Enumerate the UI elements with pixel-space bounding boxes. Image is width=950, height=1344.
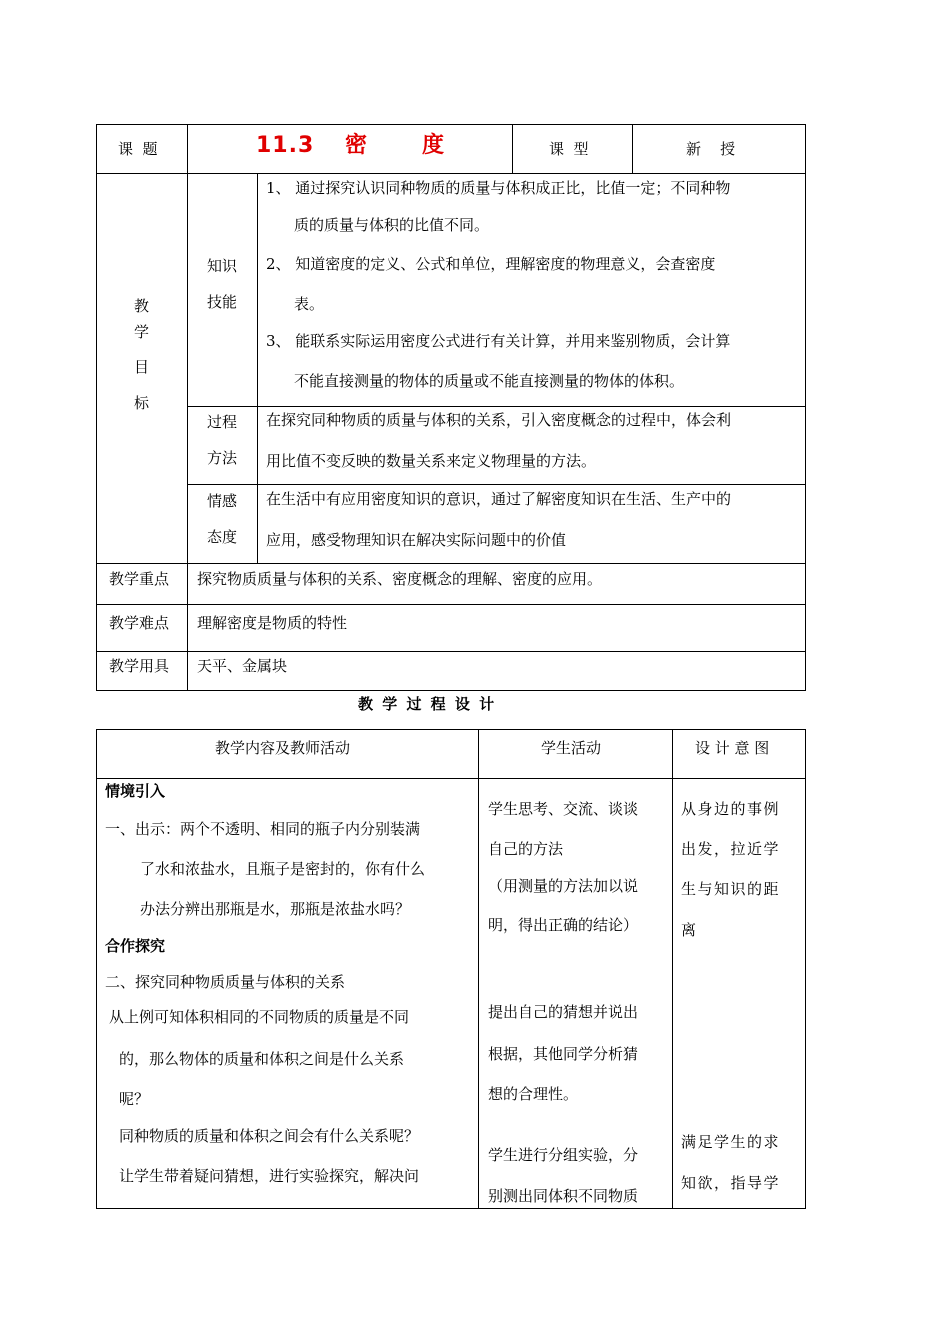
process-design-title: 教 学 过 程 设 计 — [358, 695, 497, 713]
student-line: （用测量的方法加以说 — [488, 877, 639, 895]
process-label: 过程 — [207, 413, 238, 431]
course-label: 课 题 — [118, 140, 158, 158]
difficulties-value: 理解密度是物质的特性 — [197, 614, 348, 632]
student-line: 学生思考、交流、谈谈 — [488, 800, 639, 818]
emotion-label: 情感 — [207, 492, 238, 510]
teacher-heading: 合作探究 — [105, 937, 166, 955]
student-line: 明，得出正确的结论） — [488, 916, 639, 934]
lesson-type-label: 课 型 — [549, 140, 589, 158]
student-line: 别测出同体积不同物质 — [488, 1187, 639, 1205]
key-points-label: 教学重点 — [109, 570, 170, 588]
knowledge-line: 质的质量与体积的比值不同。 — [294, 216, 490, 234]
header-intent: 设 计 意 图 — [695, 739, 770, 757]
teacher-heading: 情境引入 — [105, 782, 166, 800]
emotion-label: 态度 — [207, 528, 238, 546]
teacher-line: 二、探究同种物质质量与体积的关系 — [105, 973, 346, 991]
knowledge-line: 1、 通过探究认识同种物质的质量与体积成正比，比值一定；不同种物 — [266, 179, 731, 197]
course-title-number: 11.3 — [256, 133, 315, 158]
table-border — [632, 124, 633, 174]
student-line: 根据，其他同学分析猜 — [488, 1045, 639, 1063]
emotion-line: 应用，感受物理知识在解决实际问题中的价值 — [266, 531, 567, 549]
process-label: 方法 — [207, 449, 238, 467]
table-border — [96, 124, 97, 691]
lesson-type-value: 新 授 — [686, 140, 736, 158]
intent-line: 知欲，指导学 — [681, 1174, 781, 1192]
table-border — [96, 690, 806, 691]
tools-value: 天平、金属块 — [197, 657, 288, 675]
key-points-value: 探究物质质量与体积的关系、密度概念的理解、密度的应用。 — [197, 570, 603, 588]
objectives-label-char: 教 — [134, 297, 150, 315]
table-border — [96, 729, 806, 730]
table-border — [672, 729, 673, 1209]
table-border — [187, 484, 806, 485]
difficulties-label: 教学难点 — [109, 614, 170, 632]
intent-line: 离 — [681, 921, 697, 939]
intent-line: 出发，拉近学 — [681, 840, 781, 858]
tools-label: 教学用具 — [109, 657, 170, 675]
teacher-line: 让学生带着疑问猜想，进行实验探究，解决问 — [119, 1167, 420, 1185]
table-border — [96, 563, 806, 564]
student-line: 想的合理性。 — [488, 1085, 579, 1103]
teacher-line: 呢？ — [119, 1090, 150, 1108]
course-title-char-2: 度 — [422, 133, 446, 158]
table-border — [96, 778, 806, 779]
course-title-char-1: 密 — [345, 133, 369, 158]
teacher-line: 办法分辨出那瓶是水，那瓶是浓盐水吗？ — [140, 900, 411, 918]
table-border — [96, 1208, 806, 1209]
table-border — [478, 729, 479, 1209]
knowledge-label: 知识 — [207, 257, 238, 275]
knowledge-label: 技能 — [207, 293, 238, 311]
student-line: 提出自己的猜想并说出 — [488, 1003, 639, 1021]
teacher-line: 从上例可知体积相同的不同物质的质量是不同 — [109, 1008, 410, 1026]
table-border — [96, 729, 97, 1209]
teacher-line: 同种物质的质量和体积之间会有什么关系呢？ — [119, 1127, 420, 1145]
objectives-label-char: 标 — [134, 394, 150, 412]
objectives-label-char: 目 — [134, 358, 150, 376]
table-border — [96, 124, 806, 125]
table-border — [805, 729, 806, 1209]
process-line: 用比值不变反映的数量关系来定义物理量的方法。 — [266, 452, 597, 470]
teacher-line: 的，那么物体的质量和体积之间是什么关系 — [119, 1050, 405, 1068]
table-border — [257, 173, 258, 564]
table-border — [805, 124, 806, 691]
knowledge-line: 3、 能联系实际运用密度公式进行有关计算，并用来鉴别物质，会计算 — [266, 332, 731, 350]
emotion-line: 在生活中有应用密度知识的意识，通过了解密度知识在生活、生产中的 — [266, 490, 732, 508]
table-border — [512, 124, 513, 174]
table-border — [96, 173, 806, 174]
knowledge-line: 2、 知道密度的定义、公式和单位，理解密度的物理意义，会查密度 — [266, 255, 716, 273]
teacher-line: 了水和浓盐水，且瓶子是密封的，你有什么 — [140, 860, 426, 878]
student-line: 自己的方法 — [488, 840, 564, 858]
header-student: 学生活动 — [541, 739, 602, 757]
intent-line: 生与知识的距 — [681, 880, 781, 898]
student-line: 学生进行分组实验，分 — [488, 1146, 639, 1164]
table-border — [96, 604, 806, 605]
process-line: 在探究同种物质的质量与体积的关系，引入密度概念的过程中，体会利 — [266, 411, 732, 429]
table-border — [187, 406, 806, 407]
intent-line: 从身边的事例 — [681, 800, 781, 818]
table-border — [96, 651, 806, 652]
intent-line: 满足学生的求 — [681, 1133, 781, 1151]
header-teacher: 教学内容及教师活动 — [215, 739, 351, 757]
knowledge-line: 不能直接测量的物体的质量或不能直接测量的物体的体积。 — [294, 372, 685, 390]
table-border — [187, 124, 188, 691]
objectives-label-char: 学 — [134, 323, 150, 341]
teacher-line: 一、出示：两个不透明、相同的瓶子内分别装满 — [105, 820, 421, 838]
knowledge-line: 表。 — [294, 295, 325, 313]
